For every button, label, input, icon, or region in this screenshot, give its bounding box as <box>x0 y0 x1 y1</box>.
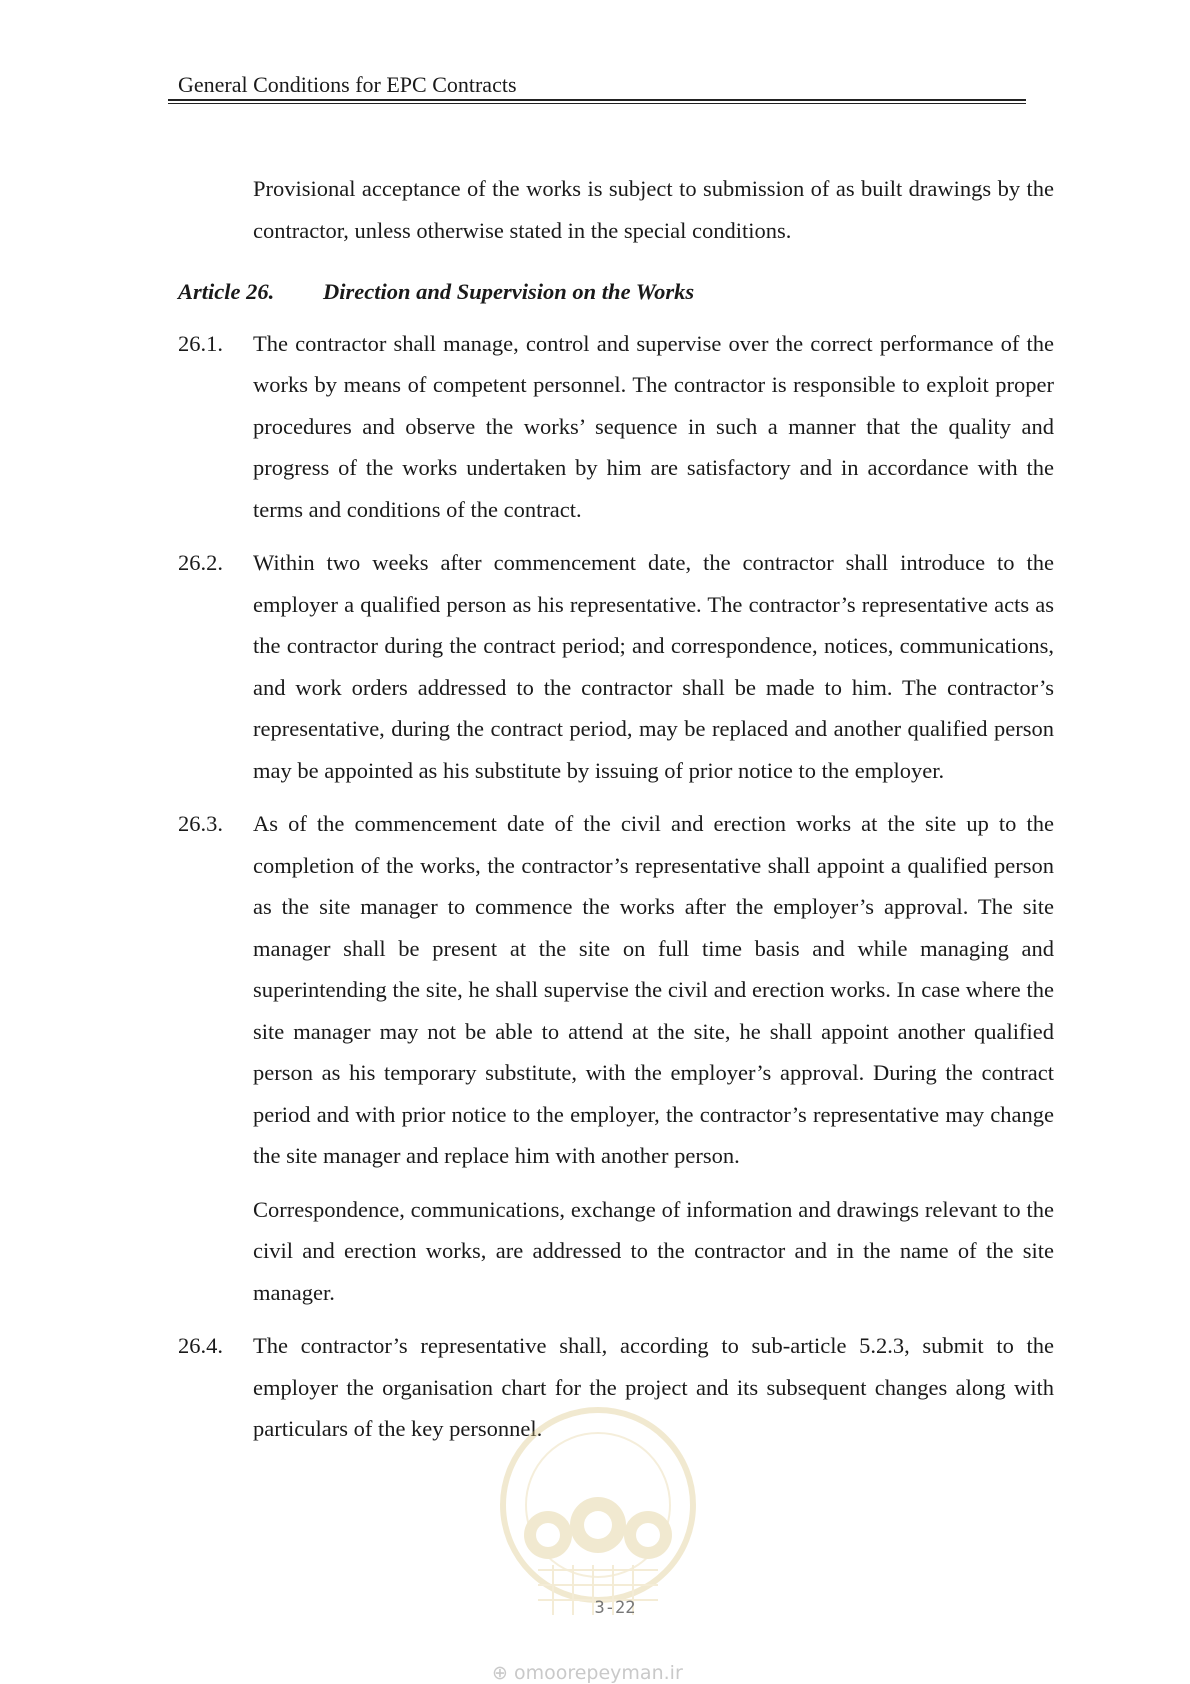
page-header-title: General Conditions for EPC Contracts <box>178 72 517 97</box>
clause-number: 26.3. <box>178 811 223 836</box>
intro-paragraph: Provisional acceptance of the works is subject to submission of as built drawings by the contractor, unless otherwise stated in the special conditions. <box>253 176 1054 243</box>
clause-number: 26.4. <box>178 1333 223 1358</box>
watermark-seal-icon <box>478 1405 718 1665</box>
watermark-site-text <box>492 1662 683 1684</box>
watermark-site-label: omoorepeyman.ir <box>513 1662 683 1684</box>
clause-number: 26.1. <box>178 330 223 356</box>
article-number: Article 26. <box>178 279 275 304</box>
clause-26-3 <box>178 803 1054 1177</box>
clause-number: 26.2. <box>178 550 223 575</box>
article-heading <box>178 271 1054 313</box>
globe-icon: ⊕ <box>492 1662 508 1684</box>
clause-26-3-subparagraph: Correspondence, communications, exchange of information and drawings relevant to the civil and erection works, are addressed to the contractor and in the name of the site manager. <box>253 1196 1054 1305</box>
clause-text: The contractor’s representative shall, according to sub-article 5.2.3, submit to the employer the organisation chart for the project and its subsequent changes along with particulars of the key personnel. <box>253 1333 1054 1441</box>
clause-text: Within two weeks after commencement date, the contractor shall introduce to the employer a qualified person as his representative. The contractor’s representative acts as the contractor during the contract period; and correspondence, notices, communications, and work orders addressed to the contractor shall be made to him. The contractor’s representative, during the contract period, may be replaced and another qualified person may be appointed as his substitute by issuing of prior notice to the employer. <box>253 550 1054 783</box>
page-number: 3-22 <box>594 1598 636 1618</box>
header-divider <box>168 99 1026 104</box>
clause-26-1 <box>178 323 1054 531</box>
document-body <box>178 168 1054 1462</box>
article-title: Direction and Supervision on the Works <box>323 279 695 304</box>
clause-text: The contractor shall manage, control and supervise over the correct performance of the works by means of competent personnel. The contractor is responsible to exploit proper procedures and observe the works’ sequence in such a manner that the quality and progress of the works undertaken by him are satisfactory and in accordance with the terms and conditions of the contract. <box>253 330 1054 522</box>
clause-26-2 <box>178 542 1054 791</box>
clause-text: As of the commencement date of the civil and erection works at the site up to the completion of the works, the contractor’s representative shall appoint a qualified person as the site manager to commence the works after the employer’s approval. The site manager shall be present at the site on full time basis and while managing and superintending the site, he shall supervise the civil and erection works. In case where the site manager may not be able to attend at the site, he shall appoint another qualified person as his temporary substitute, with the employer’s approval. During the contract period and with prior notice to the employer, the contractor’s representative may change the site manager and replace him with another person. <box>253 811 1054 1168</box>
